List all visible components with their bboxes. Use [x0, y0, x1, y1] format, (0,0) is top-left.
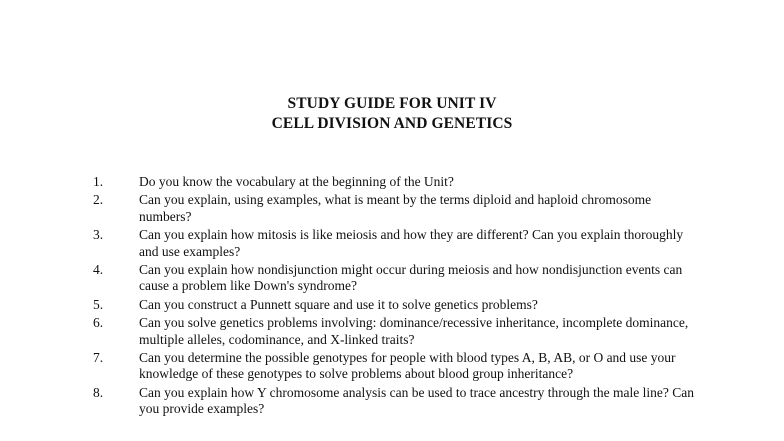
document-subtitle: CELL DIVISION AND GENETICS	[271, 115, 513, 132]
question-text: Can you explain how mitosis is like meiosis and how they are different? Can you explain thoroughly and use examples?	[139, 227, 684, 259]
question-text: Do you know the vocabulary at the beginning of the Unit?	[139, 174, 454, 189]
question-item-3	[0, 227, 784, 260]
question-number: 5.	[93, 296, 104, 312]
question-item-7	[0, 350, 784, 383]
document-title: STUDY GUIDE FOR UNIT IV	[287, 95, 497, 112]
question-item-2	[0, 192, 784, 225]
question-number: 7.	[93, 350, 104, 366]
question-text: Can you explain how nondisjunction might occur during meiosis and how nondisjunction events can cause a problem like Down's syndrome?	[139, 262, 683, 294]
question-number: 1.	[93, 174, 104, 189]
question-number: 6.	[93, 315, 104, 331]
question-number: 2.	[93, 192, 104, 208]
question-text: Can you determine the possible genotypes for people with blood types A, B, AB, or O and use your knowledge of these genotypes to solve problems about blood group inheritance?	[139, 350, 676, 382]
question-number: 8.	[93, 384, 104, 400]
question-item-5	[0, 297, 784, 313]
question-item-4	[0, 262, 784, 295]
question-text: Can you construct a Punnett square and use it to solve genetics problems?	[139, 296, 538, 312]
question-text: Can you explain, using examples, what is meant by the terms diploid and haploid chromosome numbers?	[139, 192, 652, 224]
question-list	[0, 174, 784, 417]
question-number: 4.	[93, 262, 104, 278]
question-item-6	[0, 315, 784, 348]
question-item-1	[0, 174, 784, 190]
question-item-8	[0, 385, 784, 418]
question-number: 3.	[93, 227, 104, 243]
question-text: Can you explain how Y chromosome analysis can be used to trace ancestry through the male line? Can you provide examples?	[139, 384, 694, 417]
question-text: Can you solve genetics problems involving: dominance/recessive inheritance, incomplete dominance, multiple alleles, codominance, and X-linked traits?	[139, 315, 689, 347]
